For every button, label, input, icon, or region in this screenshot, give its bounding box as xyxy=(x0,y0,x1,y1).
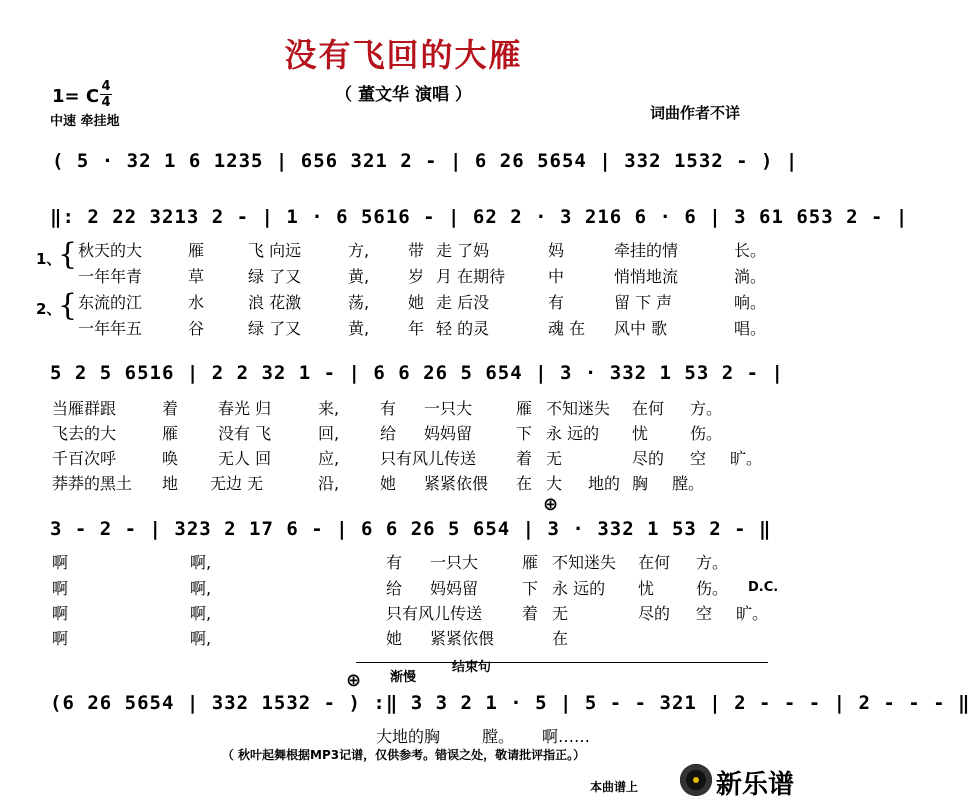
lyric-word: 啊, xyxy=(190,553,212,572)
lyric-word: 谷 xyxy=(188,319,205,338)
lyric-word: 她 xyxy=(386,629,403,648)
lyric-line-r4d xyxy=(52,626,568,649)
lyric-word: 下 xyxy=(522,579,539,598)
lyric-word: 在何 xyxy=(632,399,665,418)
lyric-line-v1a xyxy=(78,238,766,261)
composer-credit: 词曲作者不详 xyxy=(650,104,741,122)
lyric-word: 在 xyxy=(516,474,533,493)
lyric-word: 胸 xyxy=(632,474,649,493)
lyric-word: 下 xyxy=(516,424,533,443)
lyric-word: 留 下 声 xyxy=(614,293,673,312)
verse-brace-2: { xyxy=(58,288,78,323)
lyric-word: 啊 xyxy=(52,553,69,572)
lyric-word: 黄, xyxy=(348,319,370,338)
source-label: 本曲谱上 xyxy=(590,780,639,794)
lyric-word: 膛。 xyxy=(672,474,705,493)
lyric-word: 响。 xyxy=(734,293,767,312)
lyric-word: 方, xyxy=(348,241,370,260)
lyric-line-v2b xyxy=(78,316,766,339)
lyric-word: 飞 向远 xyxy=(248,241,302,260)
lyric-word: 无边 无 xyxy=(210,474,264,493)
lyric-word: 给 xyxy=(380,424,397,443)
verse-label-1: 1、 xyxy=(36,250,62,268)
lyric-word: 只有风儿传送 xyxy=(380,449,477,468)
lyric-word: 沿, xyxy=(318,474,340,493)
lyric-word: 悄悄地流 xyxy=(614,267,679,286)
song-title: 没有飞回的大雁 xyxy=(284,36,523,74)
lyric-word: 她 xyxy=(380,474,397,493)
lyric-word: 岁 xyxy=(408,267,425,286)
lyric-word: 方。 xyxy=(696,553,729,572)
lyric-word: 啊, xyxy=(190,629,212,648)
meter-top: 4 xyxy=(101,79,111,94)
lyric-word: 一只大 xyxy=(430,553,479,572)
record-logo-icon xyxy=(680,764,712,796)
staff-row-1: ( 5 · 32 1 6 1235 | 656 321 2 - | 6 26 5654 | 332 1532 - ) | xyxy=(52,150,799,172)
lyric-word: 雁 xyxy=(188,241,205,260)
lyric-word: 地的 xyxy=(588,474,621,493)
lyric-word: 大 xyxy=(546,474,563,493)
lyric-word: 淌。 xyxy=(734,267,767,286)
singer-credit: （ 董文华 演唱 ） xyxy=(335,85,472,105)
lyric-word: 魂 在 xyxy=(548,319,586,338)
lyric-word: 没有 飞 xyxy=(218,424,272,443)
lyric-word: 荡, xyxy=(348,293,370,312)
lyric-word: 旷。 xyxy=(730,449,763,468)
lyric-word: 大地的胸 xyxy=(376,727,441,746)
lyric-word: 给 xyxy=(386,579,403,598)
lyric-word: 妈 xyxy=(548,241,565,260)
lyric-word: 啊…… xyxy=(542,727,591,746)
lyric-word: 空 xyxy=(690,449,707,468)
lyric-word: 忧 xyxy=(638,579,655,598)
lyric-word: 有 xyxy=(380,399,397,418)
lyric-word: 雁 xyxy=(522,553,539,572)
lyric-word: 唤 xyxy=(162,449,179,468)
lyric-word: 月 在期待 xyxy=(436,267,506,286)
lyric-word: 永 远的 xyxy=(546,424,600,443)
lyric-word: 带 xyxy=(408,241,425,260)
lyric-word: 啊, xyxy=(190,604,212,623)
lyric-word: 牵挂的情 xyxy=(614,241,679,260)
lyric-word: 有 xyxy=(386,553,403,572)
lyric-line-r4b xyxy=(52,576,728,599)
ritardando-marking: 渐慢 xyxy=(390,670,417,685)
staff-row-5: (6 26 5654 | 332 1532 - ) :‖ 3 3 2 1 · 5 | 5 - - 321 | 2 - - - | 2 - - - ‖ xyxy=(50,692,970,714)
lyric-word: 一年年五 xyxy=(78,319,143,338)
lyric-word: 千百次呼 xyxy=(52,449,117,468)
lyric-word: 只有风儿传送 xyxy=(386,604,483,623)
lyric-word: 伤。 xyxy=(690,424,723,443)
lyric-word: 轻 的灵 xyxy=(436,319,490,338)
lyric-word: 空 xyxy=(696,604,713,623)
lyric-word: 水 xyxy=(188,293,205,312)
lyric-line-v1b xyxy=(78,264,766,287)
lyric-word: 一只大 xyxy=(424,399,473,418)
lyric-word: 尽的 xyxy=(632,449,665,468)
lyric-word: 回, xyxy=(318,424,340,443)
lyric-word: 来, xyxy=(318,399,340,418)
lyric-word: 飞去的大 xyxy=(52,424,117,443)
lyric-word: 永 远的 xyxy=(552,579,606,598)
lyric-word: 黄, xyxy=(348,267,370,286)
verse-label-2: 2、 xyxy=(36,300,62,318)
staff-row-4: 3 - 2 - | 323 2 17 6 - | 6 6 26 5 654 | 3 · 332 1 53 2 - ‖ xyxy=(50,518,772,540)
lyric-word: 浪 花激 xyxy=(248,293,302,312)
lyric-word: 妈妈留 xyxy=(424,424,473,443)
lyric-word: 紧紧依偎 xyxy=(424,474,489,493)
lyric-line-r3c xyxy=(52,446,762,469)
ending-label: 结束句 xyxy=(452,660,492,675)
lyric-word: 年 xyxy=(408,319,425,338)
verse-brace-1: { xyxy=(58,237,78,272)
lyric-word: 着 xyxy=(522,604,539,623)
lyric-word: 尽的 xyxy=(638,604,671,623)
lyric-word: 啊, xyxy=(190,579,212,598)
segno-marker: ⊕ xyxy=(543,494,559,515)
da-capo-marking: D.C. xyxy=(748,580,779,595)
lyric-word: 绿 了又 xyxy=(248,319,302,338)
lyric-line-r5 xyxy=(376,724,590,747)
lyric-line-r3b xyxy=(52,421,722,444)
lyric-word: 无 xyxy=(546,449,563,468)
lyric-word: 雁 xyxy=(162,424,179,443)
lyric-word: 着 xyxy=(162,399,179,418)
lyric-word: 不知迷失 xyxy=(552,553,617,572)
lyric-word: 着 xyxy=(516,449,533,468)
lyric-word: 唱。 xyxy=(734,319,767,338)
lyric-word: 雁 xyxy=(516,399,533,418)
coda-marker: ⊕ xyxy=(346,670,362,691)
key-signature: 1= C xyxy=(52,86,100,107)
lyric-word: 地 xyxy=(162,474,179,493)
lyric-line-r3a xyxy=(52,396,722,419)
lyric-word: 中 xyxy=(548,267,565,286)
lyric-word: 啊 xyxy=(52,629,69,648)
transcription-note: （ 秋叶起舞根据MP3记谱，仅供参考。错误之处，敬请批评指正。） xyxy=(221,748,586,762)
lyric-line-r4a xyxy=(52,550,728,573)
meter-bottom: 4 xyxy=(101,95,111,110)
lyric-word: 不知迷失 xyxy=(546,399,611,418)
lyric-word: 东流的江 xyxy=(78,293,143,312)
lyric-word: 无 xyxy=(552,604,569,623)
time-signature xyxy=(100,80,112,109)
lyric-word: 一年年青 xyxy=(78,267,143,286)
lyric-line-v2a xyxy=(78,290,766,313)
lyric-word: 草 xyxy=(188,267,205,286)
lyric-word: 伤。 xyxy=(696,579,729,598)
lyric-line-r3d xyxy=(52,471,704,494)
staff-row-2: ‖: 2 22 3213 2 - | 1 · 6 5616 - | 62 2 · 3 216 6 · 6 | 3 61 653 2 - | xyxy=(50,206,909,228)
lyric-word: 秋天的大 xyxy=(78,241,143,260)
lyric-word: 无人 回 xyxy=(218,449,272,468)
staff-row-3: 5 2 5 6516 | 2 2 32 1 - | 6 6 26 5 654 | 3 · 332 1 53 2 - | xyxy=(50,362,784,384)
ending-bracket-line xyxy=(356,662,768,663)
lyric-line-r4c xyxy=(52,601,768,624)
lyric-word: 走 后没 xyxy=(436,293,490,312)
lyric-word: 在何 xyxy=(638,553,671,572)
lyric-word: 应, xyxy=(318,449,340,468)
lyric-word: 啊 xyxy=(52,579,69,598)
lyric-word: 当雁群跟 xyxy=(52,399,117,418)
lyric-word: 方。 xyxy=(690,399,723,418)
site-logo-text: 新乐谱 xyxy=(716,770,795,800)
lyric-word: 走 了妈 xyxy=(436,241,490,260)
lyric-word: 她 xyxy=(408,293,425,312)
lyric-word: 啊 xyxy=(52,604,69,623)
tempo-marking: 中速 牵挂地 xyxy=(50,114,120,129)
lyric-word: 莽莽的黑土 xyxy=(52,474,133,493)
lyric-word: 有 xyxy=(548,293,565,312)
lyric-word: 长。 xyxy=(734,241,767,260)
lyric-word: 忧 xyxy=(632,424,649,443)
lyric-word: 春光 归 xyxy=(218,399,272,418)
lyric-word: 风中 歌 xyxy=(614,319,668,338)
lyric-word: 绿 了又 xyxy=(248,267,302,286)
lyric-word: 在 xyxy=(552,629,569,648)
lyric-word: 旷。 xyxy=(736,604,769,623)
lyric-word: 紧紧依偎 xyxy=(430,629,495,648)
lyric-word: 膛。 xyxy=(482,727,515,746)
lyric-word: 妈妈留 xyxy=(430,579,479,598)
